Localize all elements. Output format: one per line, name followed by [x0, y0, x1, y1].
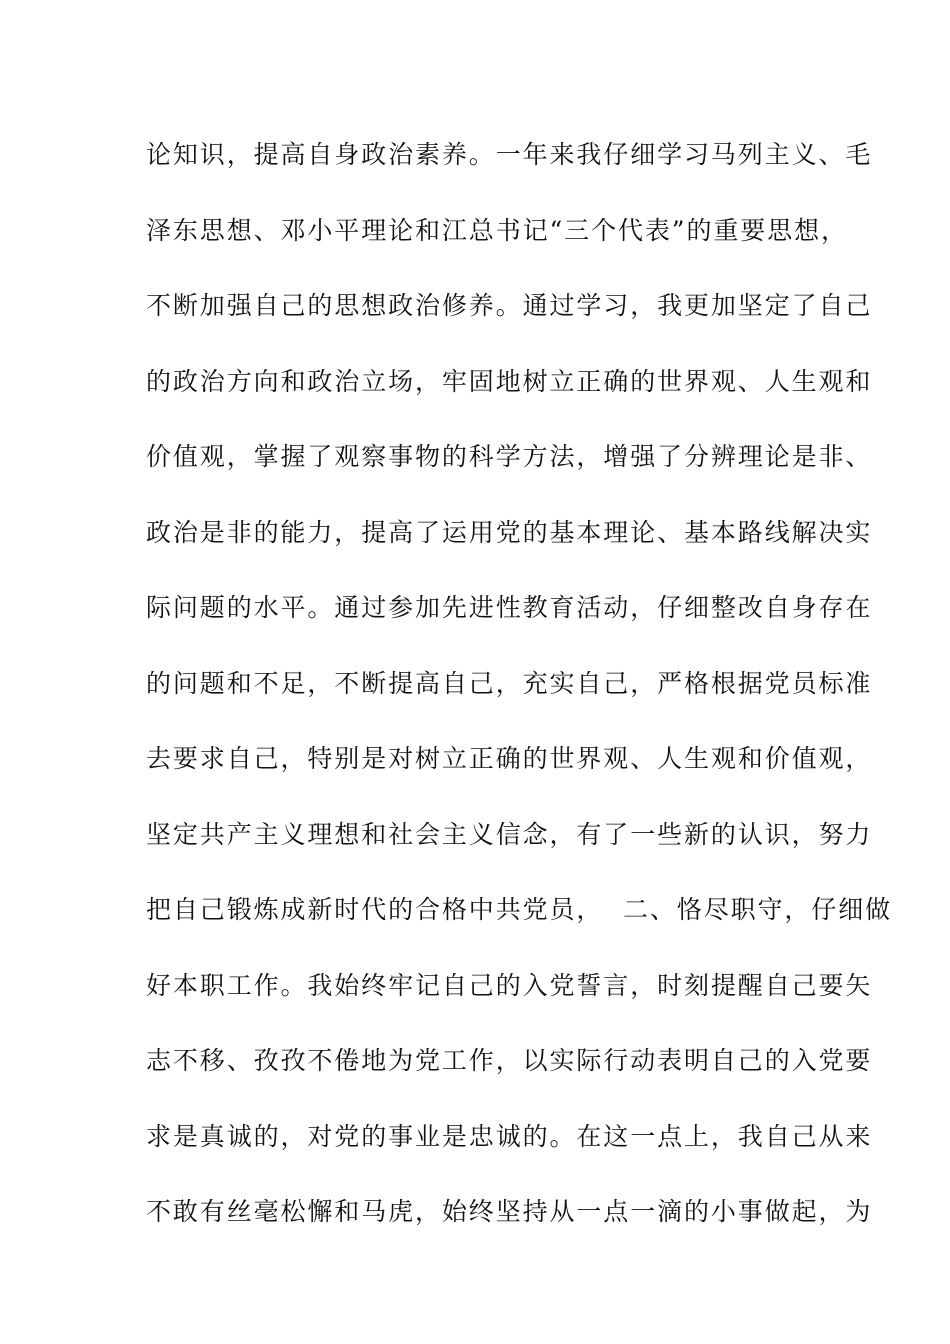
- text-line: 去要求自己，特别是对树立正确的世界观、人生观和价值观，: [146, 744, 873, 773]
- text-line: 不敢有丝毫松懈和马虎，始终坚持从一点一滴的小事做起，为: [146, 1197, 873, 1226]
- text-line: 泽东思想、邓小平理论和江总书记“三个代表”的重要思想，: [146, 215, 848, 245]
- body-text: [146, 133, 892, 1266]
- text-line: 不断加强自己的思想政治修养。通过学习，我更加坚定了自己: [146, 291, 873, 320]
- text-line: 政治是非的能力，提高了运用党的基本理论、基本路线解决实: [146, 517, 873, 547]
- text-line: 际问题的水平。通过参加先进性教育活动，仔细整改自身存在: [146, 593, 873, 622]
- text-line: 志不移、孜孜不倦地为党工作，以实际行动表明自己的入党要: [146, 1046, 873, 1075]
- text-line: 价值观，掌握了观察事物的科学方法，增强了分辨理论是非、: [146, 442, 873, 471]
- text-line: 把自己锻炼成新时代的合格中共党员， 二、恪尽职守，仔细做: [146, 895, 892, 924]
- text-line: 求是真诚的，对党的事业是忠诚的。在这一点上，我自己从来: [146, 1121, 873, 1151]
- text-line: 论知识，提高自身政治素养。一年来我仔细学习马列主义、毛: [146, 140, 873, 169]
- text-line: 坚定共产主义理想和社会主义信念，有了一些新的认识，努力: [146, 819, 873, 849]
- text-line: 的政治方向和政治立场，牢固地树立正确的世界观、人生观和: [146, 366, 873, 396]
- text-line: 好本职工作。我始终牢记自己的入党誓言，时刻提醒自己要矢: [146, 970, 873, 1000]
- text-line: 的问题和不足，不断提高自己，充实自己，严格根据党员标准: [146, 668, 873, 698]
